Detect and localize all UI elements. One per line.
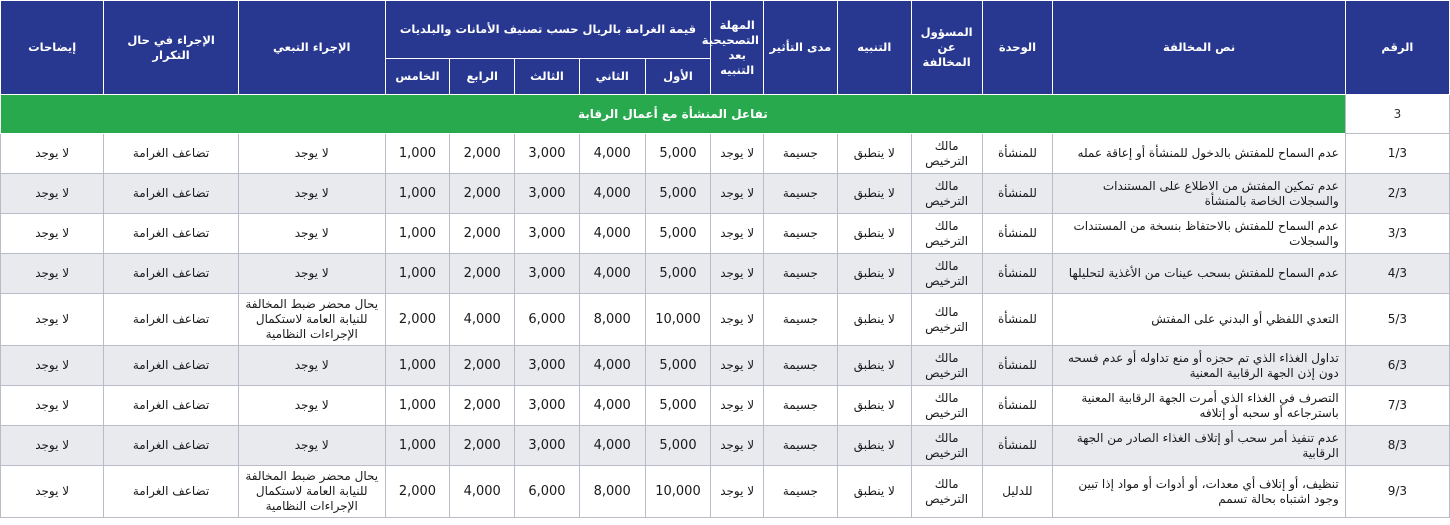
cell-fine-4: 2,000	[450, 426, 515, 466]
cell-repeat: تضاعف الغرامة	[104, 214, 239, 254]
cell-repeat: تضاعف الغرامة	[104, 254, 239, 294]
cell-warning: لا ينطبق	[837, 174, 911, 214]
cell-unit: للمنشأة	[982, 294, 1053, 346]
cell-fine-4: 2,000	[450, 386, 515, 426]
cell-warning: لا ينطبق	[837, 214, 911, 254]
cell-fine-1: 5,000	[645, 174, 711, 214]
header-fine-2: الثاني	[579, 59, 645, 95]
section-title: تفاعل المنشأة مع أعمال الرقابة	[1, 95, 1346, 134]
cell-violation-text: عدم السماح للمفتش بالدخول للمنشأة أو إعاقة عمله	[1053, 134, 1345, 174]
cell-fine-1: 5,000	[645, 426, 711, 466]
header-fine-4: الرابع	[450, 59, 515, 95]
cell-impact: جسيمة	[763, 466, 837, 518]
cell-fine-4: 4,000	[450, 294, 515, 346]
header-impact: مدى التأثير	[763, 1, 837, 95]
cell-notes: لا يوجد	[1, 174, 104, 214]
cell-num: 1/3	[1345, 134, 1449, 174]
cell-notes: لا يوجد	[1, 386, 104, 426]
cell-fine-2: 4,000	[579, 214, 645, 254]
cell-notes: لا يوجد	[1, 426, 104, 466]
cell-fine-4: 2,000	[450, 214, 515, 254]
table-row	[1, 174, 1450, 214]
cell-notes: لا يوجد	[1, 254, 104, 294]
cell-fine-1: 5,000	[645, 214, 711, 254]
cell-num: 8/3	[1345, 426, 1449, 466]
cell-impact: جسيمة	[763, 294, 837, 346]
cell-fine-4: 4,000	[450, 466, 515, 518]
cell-violation-text: عدم السماح للمفتش بالاحتفاظ بنسخة من المستندات والسجلات	[1053, 214, 1345, 254]
cell-impact: جسيمة	[763, 346, 837, 386]
cell-fine-3: 6,000	[515, 294, 580, 346]
cell-fine-1: 5,000	[645, 254, 711, 294]
table-row	[1, 254, 1450, 294]
cell-responsible: مالك الترخيص	[911, 426, 982, 466]
cell-unit: للمنشأة	[982, 426, 1053, 466]
cell-fine-5: 1,000	[385, 174, 450, 214]
cell-warning: لا ينطبق	[837, 386, 911, 426]
cell-unit: للمنشأة	[982, 346, 1053, 386]
table-row	[1, 134, 1450, 174]
cell-responsible: مالك الترخيص	[911, 174, 982, 214]
cell-grace: لا يوجد	[711, 386, 764, 426]
cell-unit: للمنشأة	[982, 174, 1053, 214]
header-warning: التنبيه	[837, 1, 911, 95]
cell-responsible: مالك الترخيص	[911, 134, 982, 174]
cell-fine-2: 4,000	[579, 134, 645, 174]
header-fine-1: الأول	[645, 59, 711, 95]
header-num: الرقم	[1345, 1, 1449, 95]
section-num: 3	[1345, 95, 1449, 134]
cell-impact: جسيمة	[763, 174, 837, 214]
header-fine-3: الثالث	[515, 59, 580, 95]
table-row	[1, 294, 1450, 346]
cell-grace: لا يوجد	[711, 294, 764, 346]
cell-fine-5: 1,000	[385, 386, 450, 426]
cell-violation-text: التصرف في الغذاء الذي أمرت الجهة الرقابية المعنية باسترجاعه أو سحبه أو إتلافه	[1053, 386, 1345, 426]
cell-warning: لا ينطبق	[837, 134, 911, 174]
cell-fine-5: 1,000	[385, 214, 450, 254]
cell-repeat: تضاعف الغرامة	[104, 294, 239, 346]
cell-fine-2: 8,000	[579, 294, 645, 346]
cell-fine-3: 3,000	[515, 174, 580, 214]
cell-fine-3: 3,000	[515, 426, 580, 466]
cell-grace: لا يوجد	[711, 346, 764, 386]
cell-violation-text: تداول الغذاء الذي تم حجزه أو منع تداوله أو عدم فسحه دون إذن الجهة الرقابية المعنية	[1053, 346, 1345, 386]
header-repeat: الإجراء في حال التكرار	[104, 1, 239, 95]
table-row	[1, 386, 1450, 426]
cell-grace: لا يوجد	[711, 254, 764, 294]
cell-responsible: مالك الترخيص	[911, 294, 982, 346]
cell-num: 9/3	[1345, 466, 1449, 518]
cell-fine-2: 4,000	[579, 254, 645, 294]
cell-fine-4: 2,000	[450, 254, 515, 294]
cell-fine-5: 1,000	[385, 426, 450, 466]
cell-fine-1: 10,000	[645, 294, 711, 346]
cell-fine-4: 2,000	[450, 174, 515, 214]
cell-repeat: تضاعف الغرامة	[104, 174, 239, 214]
cell-num: 7/3	[1345, 386, 1449, 426]
table-row	[1, 346, 1450, 386]
cell-followup: لا يوجد	[238, 214, 385, 254]
cell-grace: لا يوجد	[711, 174, 764, 214]
table-row	[1, 214, 1450, 254]
cell-fine-1: 5,000	[645, 386, 711, 426]
cell-fine-5: 1,000	[385, 254, 450, 294]
cell-fine-3: 3,000	[515, 254, 580, 294]
cell-followup: لا يوجد	[238, 386, 385, 426]
cell-unit: للمنشأة	[982, 386, 1053, 426]
cell-impact: جسيمة	[763, 386, 837, 426]
cell-fine-3: 3,000	[515, 386, 580, 426]
cell-notes: لا يوجد	[1, 134, 104, 174]
header-unit: الوحدة	[982, 1, 1053, 95]
cell-followup: لا يوجد	[238, 426, 385, 466]
cell-fine-5: 1,000	[385, 346, 450, 386]
cell-unit: للمنشأة	[982, 254, 1053, 294]
cell-violation-text: عدم تنفيذ أمر سحب أو إتلاف الغذاء الصادر من الجهة الرقابية	[1053, 426, 1345, 466]
cell-num: 5/3	[1345, 294, 1449, 346]
cell-fine-1: 5,000	[645, 134, 711, 174]
header-responsible: المسؤول عن المخالفة	[911, 1, 982, 95]
cell-responsible: مالك الترخيص	[911, 254, 982, 294]
cell-fine-1: 5,000	[645, 346, 711, 386]
cell-repeat: تضاعف الغرامة	[104, 466, 239, 518]
cell-fine-3: 6,000	[515, 466, 580, 518]
cell-impact: جسيمة	[763, 134, 837, 174]
cell-responsible: مالك الترخيص	[911, 386, 982, 426]
section-row	[1, 95, 1450, 134]
cell-followup: يحال محضر ضبط المخالفة للنيابة العامة لاستكمال الإجراءات النظامية	[238, 466, 385, 518]
cell-followup: لا يوجد	[238, 134, 385, 174]
header-fine-5: الخامس	[385, 59, 450, 95]
cell-repeat: تضاعف الغرامة	[104, 134, 239, 174]
cell-warning: لا ينطبق	[837, 254, 911, 294]
cell-fine-5: 1,000	[385, 134, 450, 174]
cell-warning: لا ينطبق	[837, 294, 911, 346]
cell-violation-text: عدم السماح للمفتش بسحب عينات من الأغذية لتحليلها	[1053, 254, 1345, 294]
cell-followup: لا يوجد	[238, 346, 385, 386]
cell-fine-2: 8,000	[579, 466, 645, 518]
cell-fine-1: 10,000	[645, 466, 711, 518]
cell-fine-2: 4,000	[579, 426, 645, 466]
cell-followup: يحال محضر ضبط المخالفة للنيابة العامة لاستكمال الإجراءات النظامية	[238, 294, 385, 346]
cell-violation-text: عدم تمكين المفتش من الاطلاع على المستندات والسجلات الخاصة بالمنشأة	[1053, 174, 1345, 214]
cell-violation-text: التعدي اللفظي أو البدني على المفتش	[1053, 294, 1345, 346]
cell-warning: لا ينطبق	[837, 346, 911, 386]
cell-notes: لا يوجد	[1, 346, 104, 386]
cell-grace: لا يوجد	[711, 466, 764, 518]
cell-violation-text: تنظيف، أو إتلاف أي معدات، أو أدوات أو مواد إذا تبين وجود اشتباه بحالة تسمم	[1053, 466, 1345, 518]
cell-fine-3: 3,000	[515, 346, 580, 386]
cell-fine-3: 3,000	[515, 134, 580, 174]
cell-notes: لا يوجد	[1, 294, 104, 346]
cell-fine-5: 2,000	[385, 294, 450, 346]
cell-unit: للمنشأة	[982, 214, 1053, 254]
cell-responsible: مالك الترخيص	[911, 346, 982, 386]
cell-num: 4/3	[1345, 254, 1449, 294]
cell-fine-3: 3,000	[515, 214, 580, 254]
table-row	[1, 426, 1450, 466]
cell-followup: لا يوجد	[238, 174, 385, 214]
cell-impact: جسيمة	[763, 254, 837, 294]
header-fine-group: قيمة الغرامة بالريال حسب تصنيف الأمانات والبلديات	[385, 1, 711, 59]
cell-fine-4: 2,000	[450, 134, 515, 174]
table-row	[1, 466, 1450, 518]
cell-followup: لا يوجد	[238, 254, 385, 294]
cell-grace: لا يوجد	[711, 426, 764, 466]
header-grace: المهلة التصحيحية بعد التنبيه	[711, 1, 764, 95]
header-followup: الإجراء التبعي	[238, 1, 385, 95]
cell-responsible: مالك الترخيص	[911, 214, 982, 254]
cell-fine-5: 2,000	[385, 466, 450, 518]
cell-num: 6/3	[1345, 346, 1449, 386]
cell-unit: للدليل	[982, 466, 1053, 518]
cell-repeat: تضاعف الغرامة	[104, 386, 239, 426]
cell-num: 3/3	[1345, 214, 1449, 254]
cell-impact: جسيمة	[763, 426, 837, 466]
cell-impact: جسيمة	[763, 214, 837, 254]
cell-grace: لا يوجد	[711, 134, 764, 174]
cell-fine-2: 4,000	[579, 346, 645, 386]
cell-grace: لا يوجد	[711, 214, 764, 254]
cell-fine-4: 2,000	[450, 346, 515, 386]
cell-warning: لا ينطبق	[837, 426, 911, 466]
cell-notes: لا يوجد	[1, 214, 104, 254]
cell-responsible: مالك الترخيص	[911, 466, 982, 518]
cell-fine-2: 4,000	[579, 174, 645, 214]
cell-num: 2/3	[1345, 174, 1449, 214]
table-header	[1, 1, 1450, 95]
cell-fine-2: 4,000	[579, 386, 645, 426]
cell-notes: لا يوجد	[1, 466, 104, 518]
cell-warning: لا ينطبق	[837, 466, 911, 518]
header-text: نص المخالفة	[1053, 1, 1345, 95]
cell-repeat: تضاعف الغرامة	[104, 426, 239, 466]
cell-repeat: تضاعف الغرامة	[104, 346, 239, 386]
cell-unit: للمنشأة	[982, 134, 1053, 174]
header-notes: إيضاحات	[1, 1, 104, 95]
